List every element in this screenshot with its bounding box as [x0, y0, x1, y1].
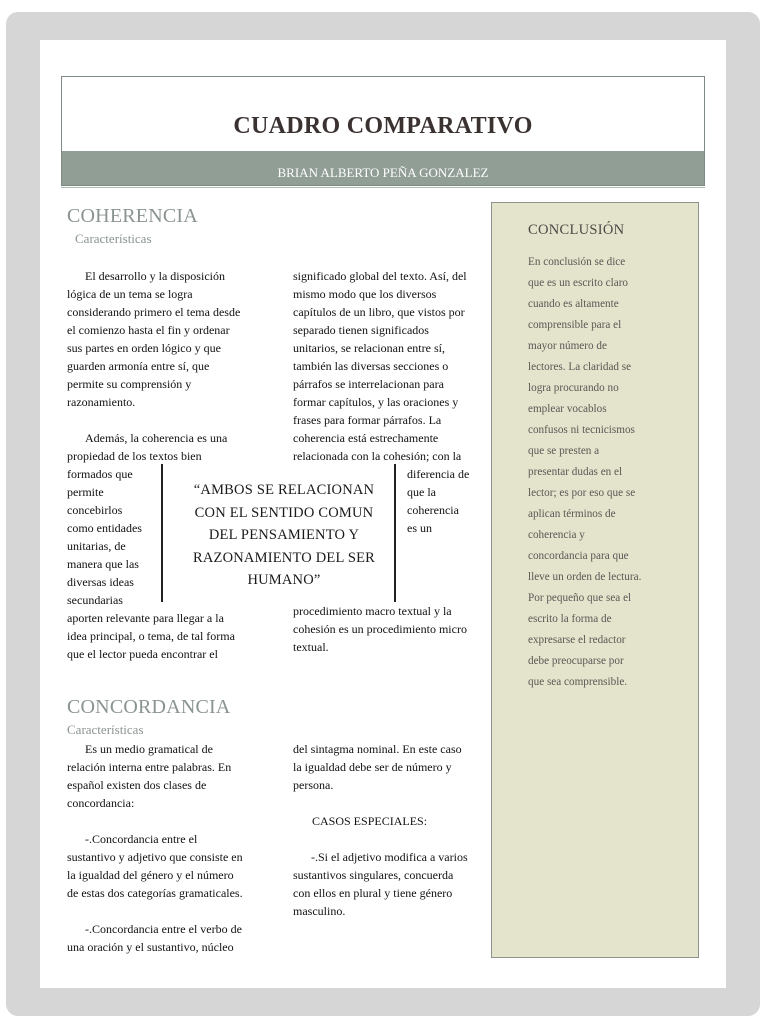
author-name: BRIAN ALBERTO PEÑA GONZALEZ: [277, 165, 489, 180]
text-line: textual.: [293, 640, 329, 654]
conclusion-title: CONCLUSIÓN: [528, 222, 625, 238]
text-line: mismo modo que los diversos: [293, 287, 437, 301]
text-line: persona.: [293, 778, 334, 792]
coherencia-paragraph-2-top: [67, 429, 277, 465]
text-line: relación interna entre palabras. En: [67, 760, 232, 774]
text-line: expresarse el redactor: [528, 634, 626, 646]
text-line: escrito la forma de: [528, 613, 612, 625]
text-line: separado tienen significados: [293, 323, 429, 337]
text-line: que el lector pueda encontrar el: [67, 647, 218, 661]
section-title-coherencia: COHERENCIA: [67, 205, 198, 227]
conclusion-text: [528, 252, 668, 693]
concordancia-column-2-paragraph-2: [293, 848, 483, 920]
text-line: coherencia: [407, 503, 459, 517]
text-line: Por pequeño que sea el: [528, 592, 632, 604]
text-line: formados que: [67, 467, 133, 481]
text-line: formar capítulos, y las oraciones y: [293, 395, 459, 409]
text-line: -.Concordancia entre el: [85, 832, 198, 846]
section-subtitle-concordancia: Características: [67, 722, 144, 737]
quote-line: HUMANO”: [247, 572, 321, 588]
section-subtitle-coherencia: Características: [75, 231, 152, 246]
text-line: significado global del texto. Así, del: [293, 269, 467, 283]
text-line: permite su comprensión y: [67, 377, 192, 391]
text-line: coherencia y: [528, 529, 585, 541]
text-line: debe preocuparse por: [528, 655, 624, 667]
text-line: coherencia está estrechamente: [293, 431, 439, 445]
text-line: que se presten a: [528, 445, 600, 457]
text-line: propiedad de los textos bien: [67, 449, 202, 463]
text-line: diversas ideas: [67, 575, 134, 589]
coherencia-paragraph-1: [67, 267, 277, 411]
text-line: lector; es por eso que se: [528, 487, 636, 499]
text-line: frases para formar párrafos. La: [293, 413, 442, 427]
text-line: cohesión es un procedimiento micro: [293, 622, 467, 636]
coherencia-paragraph-2-wrap: [67, 465, 162, 609]
text-line: aplican términos de: [528, 508, 616, 520]
text-line: lectores. La claridad se: [528, 361, 632, 373]
text-line: guarden armonía entre sí, que: [67, 359, 210, 373]
text-line: razonamiento.: [67, 395, 136, 409]
section-title-concordancia: CONCORDANCIA: [67, 696, 231, 718]
coherencia-column-2-top: [293, 267, 483, 465]
text-line: es un: [407, 521, 432, 535]
page-title: CUADRO COMPARATIVO: [233, 113, 533, 139]
text-line: párrafos se interrelacionan para: [293, 377, 444, 391]
text-line: procedimiento macro textual y la: [293, 604, 452, 618]
text-line: presentar dudas en el: [528, 466, 623, 478]
text-line: concordancia:: [67, 796, 135, 810]
text-line: mayor número de: [528, 340, 607, 352]
text-line: secundarias: [67, 593, 123, 607]
text-line: que es un escrito claro: [528, 277, 629, 289]
text-line: relacionada con la cohesión; con la: [293, 449, 462, 463]
text-line: masculino.: [293, 904, 346, 918]
concordancia-paragraph-3: [67, 920, 277, 956]
text-line: permite: [67, 485, 104, 499]
text-line: que sea comprensible.: [528, 676, 628, 688]
text-line: el comienzo hasta el fin y ordenar: [67, 323, 230, 337]
text-line: logra procurando no: [528, 382, 619, 394]
text-line: -.Concordancia entre el verbo de: [85, 922, 242, 936]
text-line: concordancia para que: [528, 550, 629, 562]
text-line: la igualdad del género y el número: [67, 868, 234, 882]
coherencia-column-2-bottom: [293, 602, 483, 656]
text-line: del sintagma nominal. En este caso: [293, 742, 462, 756]
author-bar: [62, 151, 704, 185]
text-line: -.Si el adjetivo modifica a varios: [311, 850, 468, 864]
pull-quote: [184, 479, 384, 592]
conclusion-sidebar: [491, 202, 699, 958]
coherencia-paragraph-2-bottom: [67, 609, 277, 663]
text-line: con ellos en plural y tiene género: [293, 886, 453, 900]
text-line: concebirlos: [67, 503, 123, 517]
text-line: aporten relevante para llegar a la: [67, 611, 224, 625]
text-line: El desarrollo y la disposición: [85, 269, 225, 283]
text-line: Es un medio gramatical de: [85, 742, 213, 756]
text-line: sustantivos singulares, concuerda: [293, 868, 454, 882]
text-line: lógica de un tema se logra: [67, 287, 193, 301]
quote-line: DEL PENSAMIENTO Y: [208, 527, 360, 543]
text-line: de estas dos categorías gramaticales.: [67, 886, 243, 900]
concordancia-paragraph-1: [67, 740, 277, 812]
quote-line: RAZONAMIENTO DEL SER: [192, 549, 376, 566]
text-line: cuando es altamente: [528, 298, 619, 310]
concordancia-column-2-paragraph-1: [293, 740, 483, 794]
text-line: lleve un orden de lectura.: [528, 571, 642, 583]
text-line: capítulos de un libro, que vistos por: [293, 305, 465, 319]
text-line: sustantivo y adjetivo que consiste en: [67, 850, 243, 864]
quote-line: “AMBOS SE RELACIONAN: [193, 482, 375, 498]
text-line: idea principal, o tema, de tal forma: [67, 629, 235, 643]
text-line: que la: [407, 485, 436, 499]
text-line: comprensible para el: [528, 319, 622, 331]
text-line: manera que las: [67, 557, 139, 571]
text-line: español existen dos clases de: [67, 778, 207, 792]
text-line: sus partes en orden lógico y que: [67, 341, 221, 355]
text-line: Además, la coherencia es una: [85, 431, 228, 445]
casos-especiales-heading: CASOS ESPECIALES:: [312, 814, 428, 828]
text-line: unitarios, se relacionan entre sí,: [293, 341, 445, 355]
text-line: diferencia de: [407, 467, 470, 481]
pull-quote-left-rule: [161, 464, 163, 602]
header-divider: [61, 187, 705, 188]
pull-quote-right-rule: [394, 464, 396, 602]
concordancia-paragraph-2: [67, 830, 277, 902]
text-line: considerando primero el tema desde: [67, 305, 241, 319]
coherencia-column-2-wrap: [407, 465, 487, 537]
text-line: la igualdad debe ser de número y: [293, 760, 452, 774]
text-line: unitarias, de: [67, 539, 126, 553]
document-page: [40, 40, 726, 988]
text-line: como entidades: [67, 521, 142, 535]
quote-line: CON EL SENTIDO COMUN: [194, 504, 374, 521]
text-line: emplear vocablos: [528, 403, 607, 415]
text-line: también las diversas secciones o: [293, 359, 449, 373]
text-line: una oración y el sustantivo, núcleo: [67, 940, 234, 954]
text-line: confusos ni tecnicismos: [528, 424, 635, 436]
title-block: [61, 76, 705, 186]
text-line: En conclusión se dice: [528, 256, 626, 268]
